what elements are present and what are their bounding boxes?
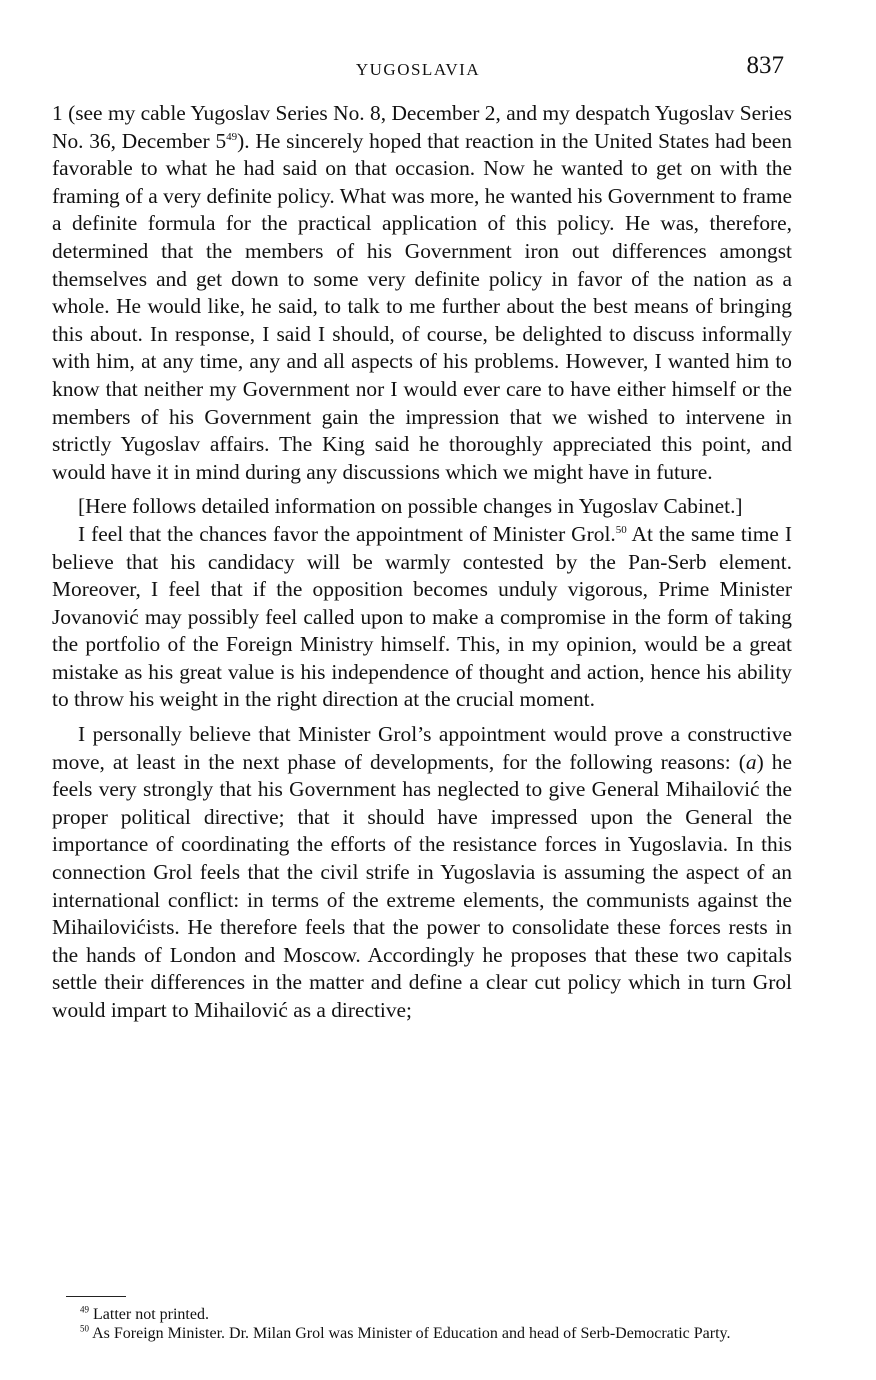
paragraph-grol-appointment — [52, 521, 792, 714]
paragraph-text: ). He sincerely hoped that reaction in the United States had been favorable to what he had said on that occasion. Now he wanted to get on with the framing of a very definite policy. What was more, he wanted his Government to frame a definite formula for the practical application of this policy. He was, therefore, determined that the members of his Government iron out differences amongst themselves and get down to some very definite policy in favor of the nation as a whole. He would like, he said, to talk to me further about the best means of bringing this about. In response, I said I should, of course, be delighted to discuss informally with him, at any time, any and all aspects of his problems. However, I wanted him to know that neither my Government nor I would ever care to have either himself or the members of his Government gain the impression that we wished to intervene in strictly Yugoslav affairs. The King said he thoroughly appreciated this point, and would have it in mind during any discussions which we might have in future. — [52, 128, 792, 484]
footnote-reference: 49 — [226, 130, 238, 143]
footnote-50 — [60, 1324, 800, 1343]
footnote-text: Latter not printed. — [89, 1306, 209, 1323]
footnote-mark: 50 — [80, 1323, 89, 1334]
paragraph-text: At the same time I believe that his candidacy will be warmly contested by the Pan-Serb element. Moreover, I feel that if the opposition becomes unduly vigorous, Prime Minister Jovanović may possibly feel called upon to make a compromise in the form of taking the portfolio of the Foreign Ministry himself. This, in my opinion, would be a great mistake as his great value is his independence of thought and action, hence his ability to throw his weight in the right direction at the crucial moment. — [52, 521, 792, 712]
footnote-49 — [60, 1305, 800, 1324]
paragraph-grol-reasons — [52, 721, 792, 1025]
running-title: YUGOSLAVIA — [355, 60, 481, 79]
footnote-text: As Foreign Minister. Dr. Milan Grol was Minister of Education and head of Serb-Democratic Party. — [89, 1325, 731, 1342]
page-number: 837 — [746, 52, 784, 79]
footnotes — [60, 1296, 800, 1343]
body-text — [52, 100, 792, 1025]
paragraph-text: ) he feels very strongly that his Government has neglected to give General Mihailović the proper political directive; that it should have impressed upon the General the importance of coordinating the efforts of the resistance forces in Yugoslavia. In this connection Grol feels that the civil strife in Yugoslavia is assuming the aspect of an international conflict: in terms of the extreme elements, the communists against the Mihailovićists. He therefore feels that the power to consolidate these forces rests in the hands of London and Moscow. Accordingly he proposes that these two capitals settle their differences in the matter and define a clear cut policy which in turn Grol would impart to Mihailović as a directive; — [52, 749, 792, 1022]
paragraph-text: I personally believe that Minister Grol’s appointment would prove a constructive move, at least in the next phase of developments, for the following reasons: ( — [52, 722, 792, 774]
footnote-reference: 50 — [615, 523, 627, 536]
footnote-mark: 49 — [80, 1304, 89, 1315]
paragraph-king-conversation — [52, 100, 792, 486]
paragraph-text: I feel that the chances favor the appointment of Minister Grol. — [78, 521, 616, 546]
paragraph-text: 1 (see my cable Yugoslav Series No. 8, December 2, and my despatch Yugoslav Series No. 36, December 5 — [52, 101, 792, 153]
running-head — [52, 52, 784, 84]
list-letter: a — [745, 749, 757, 774]
footnote-divider — [66, 1296, 126, 1297]
paragraph-editorial-note: [Here follows detailed information on possible changes in Yugoslav Cabinet.] — [78, 494, 743, 519]
